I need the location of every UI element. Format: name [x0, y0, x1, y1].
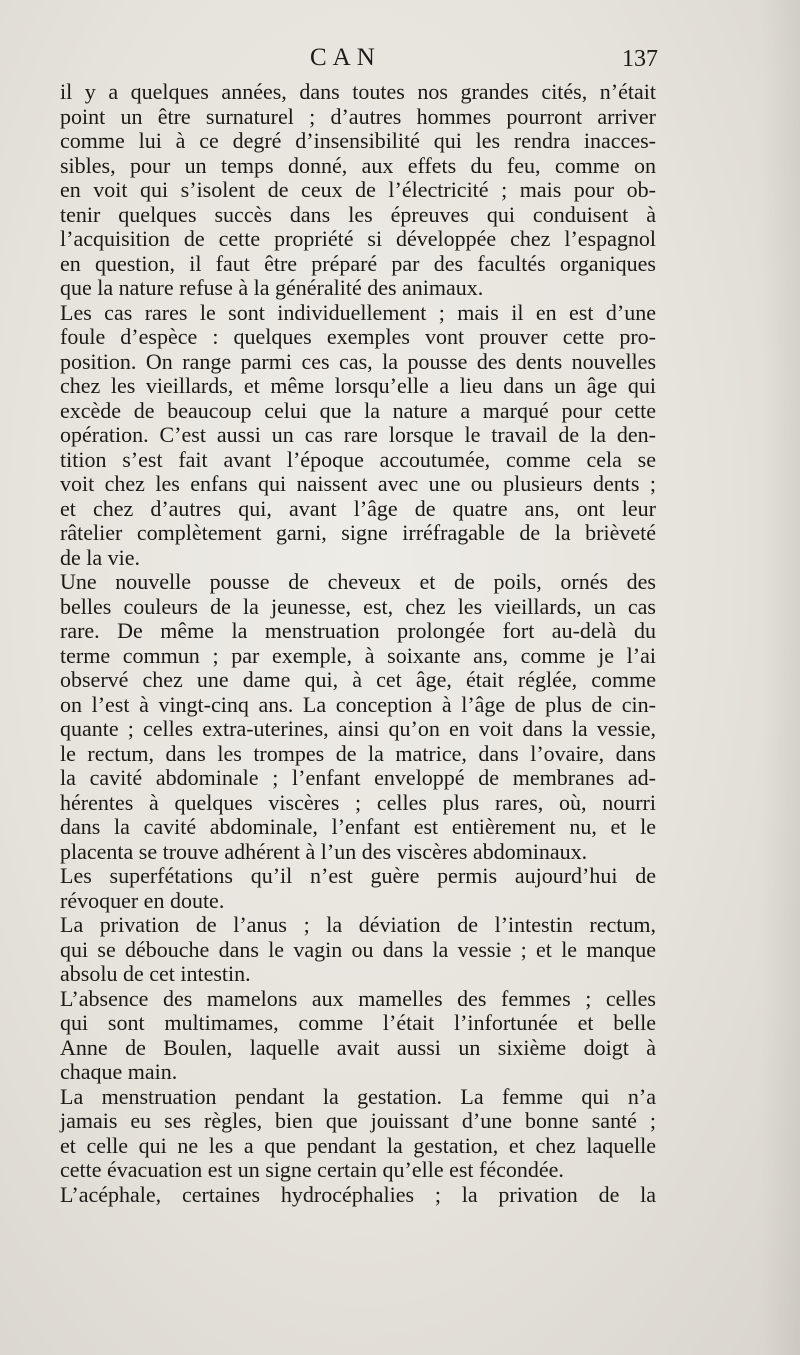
text-line: tition s’est fait avant l’époque accoutumée, comme cela se	[60, 446, 656, 472]
text-line: Les cas rares le sont individuellement ; mais il en est d’une	[60, 299, 656, 325]
text-line: opération. C’est aussi un cas rare lorsque le travail de la den-	[60, 422, 656, 447]
text-line: L’absence des mamelons aux mamelles des femmes ; celles	[60, 985, 656, 1011]
text-line: Une nouvelle pousse de cheveux et de poils, ornés des	[60, 569, 656, 594]
text-line: dans la cavité abdominale, l’enfant est entièrement nu, et le	[60, 814, 656, 839]
text-line: jamais eu ses règles, bien que jouissant d’une bonne santé ;	[60, 1108, 656, 1133]
page-number: 137	[622, 46, 658, 72]
body-text	[60, 80, 656, 1207]
text-line: foule d’espèce : quelques exemples vont prouver cette pro-	[60, 324, 656, 349]
text-line: la cavité abdominale ; l’enfant enveloppé de membranes ad-	[60, 765, 656, 790]
text-line: excède de beaucoup celui que la nature a marqué pour cette	[60, 397, 656, 423]
page-header	[62, 44, 658, 80]
text-line: révoquer en doute.	[60, 887, 225, 913]
text-line: quante ; celles extra-uterines, ainsi qu’on en voit dans la vessie,	[60, 716, 656, 741]
text-line: et celle qui ne les a que pendant la gestation, et chez laquelle	[60, 1132, 656, 1158]
text-line: chez les vieillards, et même lorsqu’elle a lieu dans un âge qui	[60, 373, 656, 398]
text-line: hérentes à quelques viscères ; celles plus rares, où, nourri	[60, 789, 656, 815]
text-line: absolu de cet intestin.	[60, 961, 251, 986]
text-line: La menstruation pendant la gestation. La femme qui n’a	[60, 1083, 656, 1109]
text-line: et chez d’autres qui, avant l’âge de quatre ans, ont leur	[60, 495, 656, 521]
text-line: Les superfétations qu’il n’est guère permis aujourd’hui de	[60, 863, 656, 888]
text-line: position. On range parmi ces cas, la pousse des dents nouvelles	[60, 348, 656, 374]
text-line: La privation de l’anus ; la déviation de l’intestin rectum,	[60, 912, 656, 937]
text-line: Anne de Boulen, laquelle avait aussi un sixième doigt à	[60, 1034, 656, 1060]
text-line: qui se débouche dans le vagin ou dans la vessie ; et le manque	[60, 936, 656, 962]
text-line: cette évacuation est un signe certain qu’elle est fécondée.	[60, 1157, 564, 1182]
text-line: point un être surnaturel ; d’autres hommes pourront arriver	[60, 103, 656, 129]
text-line: râtelier complètement garni, signe irréfragable de la brièveté	[60, 520, 656, 545]
text-line: rare. De même la menstruation prolongée fort au-delà du	[60, 618, 656, 643]
text-line: le rectum, dans les trompes de la matrice, dans l’ovaire, dans	[60, 740, 656, 766]
text-line: que la nature refuse à la généralité des animaux.	[60, 275, 484, 300]
text-line: chaque main.	[60, 1059, 178, 1084]
text-line: observé chez une dame qui, à cet âge, était réglée, comme	[60, 667, 656, 692]
text-line: tenir quelques succès dans les épreuves qui conduisent à	[60, 201, 656, 227]
text-line: comme lui à ce degré d’insensibilité qui les rendra inacces-	[60, 128, 656, 153]
text-line: en question, il faut être préparé par des facultés organiques	[60, 250, 656, 276]
text-line: qui sont multimames, comme l’était l’infortunée et belle	[60, 1010, 656, 1035]
text-line: il y a quelques années, dans toutes nos grandes cités, n’était	[60, 79, 656, 104]
text-line: L’acéphale, certaines hydrocéphalies ; la privation de la	[60, 1181, 656, 1207]
text-line: voit chez les enfans qui naissent avec une ou plusieurs dents ;	[60, 471, 656, 496]
text-line: en voit qui s’isolent de ceux de l’électricité ; mais pour ob-	[60, 177, 656, 202]
text-line: placenta se trouve adhérent à l’un des viscères abdominaux.	[60, 838, 588, 864]
page-edge-shadow	[760, 0, 800, 1355]
text-line: terme commun ; par exemple, à soixante ans, comme je l’ai	[60, 642, 656, 668]
text-line: on l’est à vingt-cinq ans. La conception à l’âge de plus de cin-	[60, 691, 656, 717]
running-head: CAN	[310, 44, 381, 71]
text-line: l’acquisition de cette propriété si développée chez l’espagnol	[60, 226, 656, 251]
text-line: sibles, pour un temps donné, aux effets du feu, comme on	[60, 152, 656, 178]
text-line: de la vie.	[60, 544, 141, 570]
text-line: belles couleurs de la jeunesse, est, chez les vieillards, un cas	[60, 593, 656, 619]
